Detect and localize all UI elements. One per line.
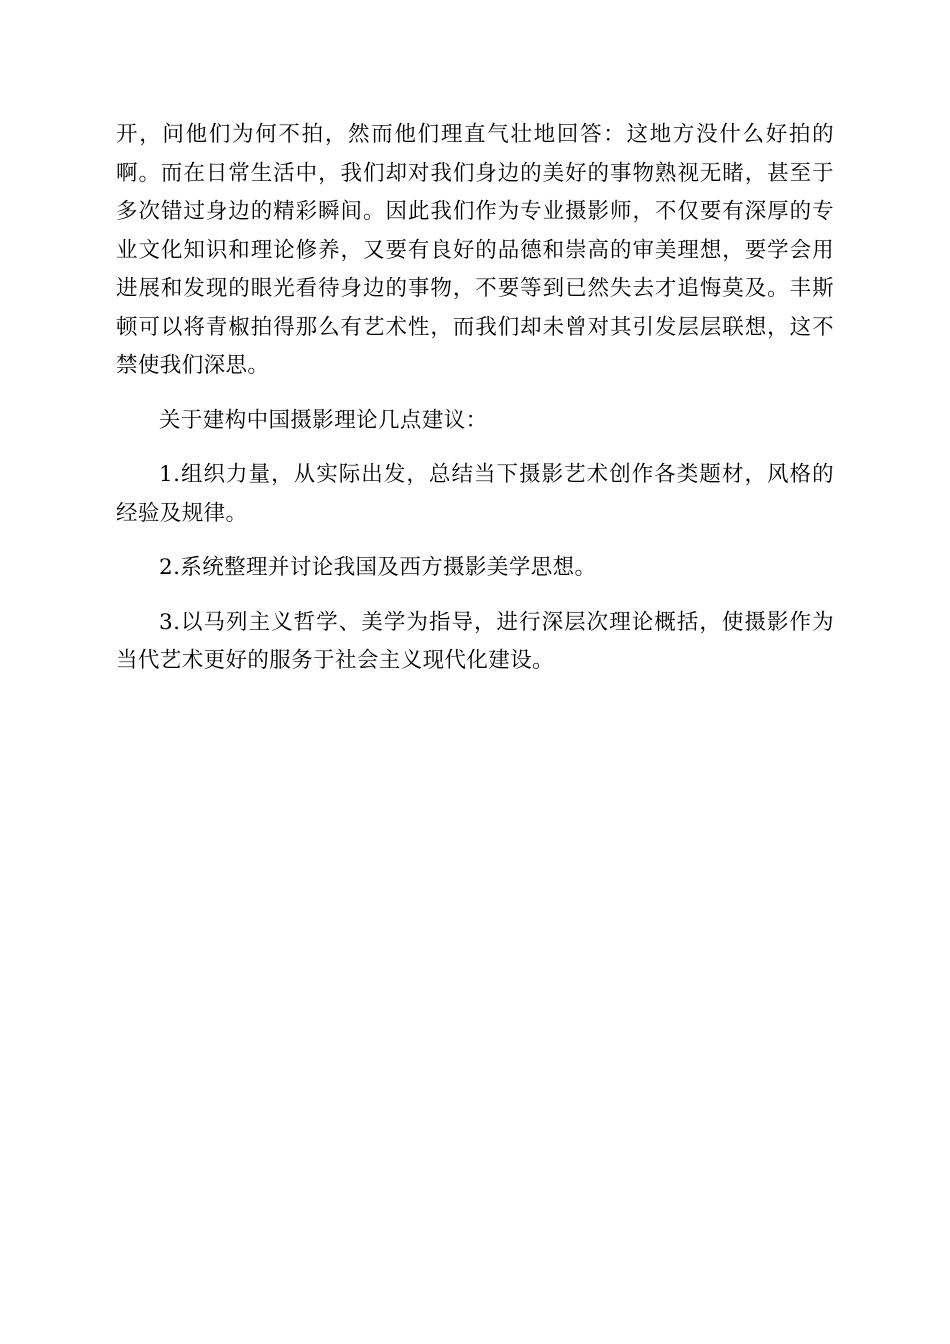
suggestion-item: 2.系统整理并讨论我国及西方摄影美学思想。 xyxy=(159,555,597,580)
body-paragraph: 开，问他们为何不拍，然而他们理直气壮地回答：这地方没什么好拍的啊。而在日常生活中，我们却对我们身边的美好的事物熟视无睹，甚至于多次错过身边的精彩瞬间。因此我们作为专业摄影师，不仅要有深厚的专业文化知识和理论修养，又要有良好的品德和崇高的审美理想，要学会用进展和发现的眼光看待身边的事物，不要等到已然失去才追悔莫及。丰斯顿可以将青椒拍得那么有艺术性，而我们却未曾对其引发层层联想，这不禁使我们深思。 xyxy=(116,122,834,378)
document-body xyxy=(116,116,834,681)
suggestion-item: 1.组织力量，从实际出发，总结当下摄影艺术创作各类题材，风格的经验及规律。 xyxy=(116,462,834,526)
suggestions-heading: 关于建构中国摄影理论几点建议： xyxy=(159,407,488,433)
suggestion-item: 3.以马列主义哲学、美学为指导，进行深层次理论概括，使摄影作为当代艺术更好的服务于社会主义现代化建设。 xyxy=(116,609,834,673)
